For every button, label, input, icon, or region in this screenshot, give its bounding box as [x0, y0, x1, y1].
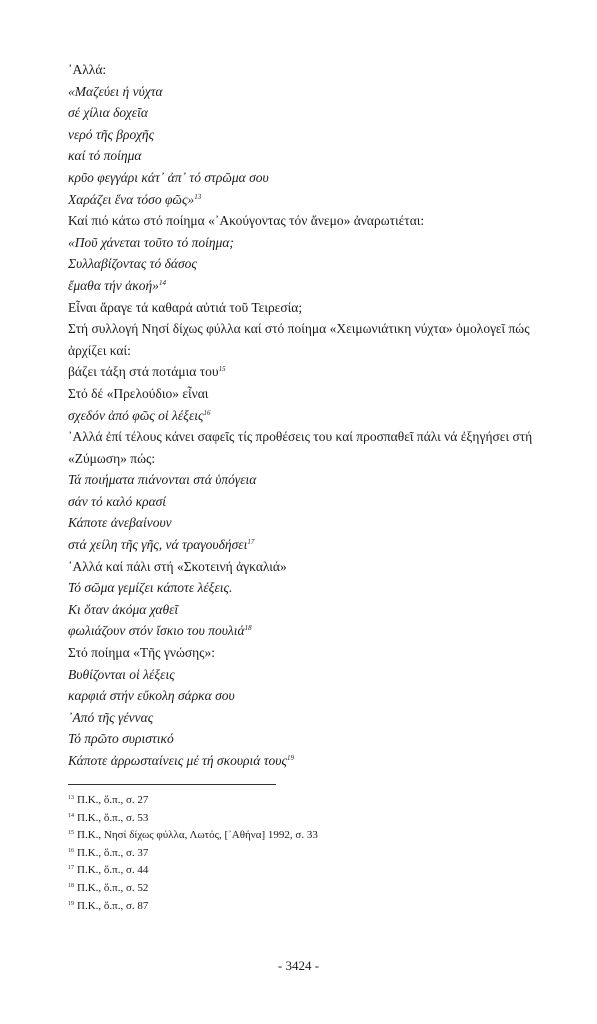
poem-line: Τά ποιήματα πιάνονται στά ὑπόγεια — [68, 472, 257, 488]
text-paragraph: ᾿Αλλά ἐπί τέλους κάνει σαφεῖς τίς προθέσεις του καί προσπαθεῖ πάλι νά ἐξηγήσει στή «Ζύμωση» πώς: — [68, 429, 533, 466]
footnote-number: 18 — [68, 882, 74, 889]
footnote-ref: 14 — [158, 278, 166, 287]
footnote-number: 19 — [68, 900, 74, 907]
text-line: Καί πιό κάτω στό ποίημα «᾿Ακούγοντας τόν ἄνεμο» ἀναρωτιέται: — [68, 213, 425, 229]
footnote-ref: 15 — [218, 365, 226, 374]
footnote-number: 15 — [68, 830, 74, 837]
footnote-ref: 17 — [247, 538, 255, 547]
poem-line: ἔμαθα τήν ἀκοή»$^{14}$ — [68, 277, 166, 293]
footnote: $^{15}$ Π.Κ., Νησί δίχως φύλλα, Λωτός, [᾿Αθήνα] 1992, σ. 33 — [68, 829, 318, 842]
poem-line: κρῦο φεγγάρι κάτ᾽ ἀπ᾽ τό στρῶμα σου — [68, 169, 269, 185]
text-line: βάζει τάξη στά ποτάμια του$^{15}$ — [68, 364, 226, 380]
footnote-number: 14 — [68, 812, 74, 819]
page-number: - 3424 - — [277, 958, 320, 973]
poem-line: Κάποτε ἀνεβαίνουν — [68, 515, 172, 531]
poem-line: στά χείλη τῆς γῆς, νά τραγουδήσει$^{17}$ — [68, 537, 255, 553]
footnote-ref: 13 — [194, 192, 202, 201]
poem-line: Συλλαβίζοντας τό δάσος — [68, 256, 197, 272]
footnote-ref: 18 — [244, 624, 252, 633]
poem-line: ᾿Από τῆς γέννας — [68, 709, 154, 725]
footnotes — [68, 792, 538, 915]
poem-line: «Μαζεύει ή νύχτα — [68, 83, 163, 99]
footnote-number: 13 — [68, 795, 74, 801]
poem-line: Τό σῶμα γεμίζει κάποτε λέξεις. — [68, 580, 233, 596]
footnote-ref: 16 — [203, 408, 211, 417]
poem-line: φωλιάζουν στόν ἴσκιο του πουλιά$^{18}$ — [68, 623, 252, 639]
footnote-number: 16 — [68, 847, 74, 854]
text-line: ᾿Αλλά: — [68, 62, 107, 77]
poem-line: καρφιά στήν εὔκολη σάρκα σου — [68, 688, 235, 704]
footnote: $^{18}$ Π.Κ., ὅ.π., σ. 52 — [68, 881, 149, 894]
poem-line: καί τό ποίημα — [68, 148, 142, 164]
footnote: $^{14}$ Π.Κ., ὅ.π., σ. 53 — [68, 811, 149, 824]
poem-line: Κι ὅταν ἀκόμα χαθεῖ — [68, 601, 179, 617]
footnote: $^{17}$ Π.Κ., ὅ.π., σ. 44 — [68, 864, 149, 877]
footnote: $^{16}$ Π.Κ., ὅ.π., σ. 37 — [68, 846, 149, 859]
poem-line: σάν τό καλό κρασί — [68, 493, 167, 509]
footnote-number: 17 — [68, 865, 74, 872]
text-line: Εἶναι ἄραγε τά καθαρά αὐτιά τοῦ Τειρεσία; — [68, 299, 303, 315]
poem-line: Χαράζει ἕνα τόσο φῶς»$^{13}$ — [68, 191, 202, 207]
body-text — [68, 59, 538, 772]
footnote: $^{13}$ Π.Κ., ὅ.π., σ. 27 — [68, 794, 149, 806]
text-line: ᾿Αλλά καί πάλι στή «Σκοτεινή ἀγκαλιά» — [68, 558, 287, 574]
footnote-divider — [68, 784, 276, 785]
poem-line: «Ποῦ χάνεται τοῦτο τό ποίημα; — [68, 234, 234, 250]
text-paragraph: Στή συλλογή Νησί δίχως φύλλα καί στό ποίημα «Χειμωνιάτικη νύχτα» ὁμολογεῖ πώς ἀρχίζει καί: — [68, 321, 530, 358]
poem-line: Κάποτε ἀρρωσταίνεις μέ τή σκουριά τους$^{19}$ — [68, 753, 294, 768]
footnote: $^{19}$ Π.Κ., ὅ.π., σ. 87 — [68, 899, 149, 912]
poem-line: Τό πρῶτο συριστικό — [68, 731, 174, 747]
footnote-ref: 19 — [286, 754, 294, 762]
text-line: Στό ποίημα «Τῆς γνώσης»: — [68, 645, 216, 661]
poem-line: νερό τῆς βροχῆς — [68, 126, 155, 142]
text-line: Στό δέ «Πρελούδιο» εἶναι — [68, 385, 209, 401]
poem-line: σέ χίλια δοχεῖα — [68, 105, 148, 121]
poem-line: σχεδόν ἀπό φῶς οἱ λέξεις$^{16}$ — [68, 407, 211, 423]
poem-line: Βυθίζονται οἱ λέξεις — [68, 666, 175, 682]
